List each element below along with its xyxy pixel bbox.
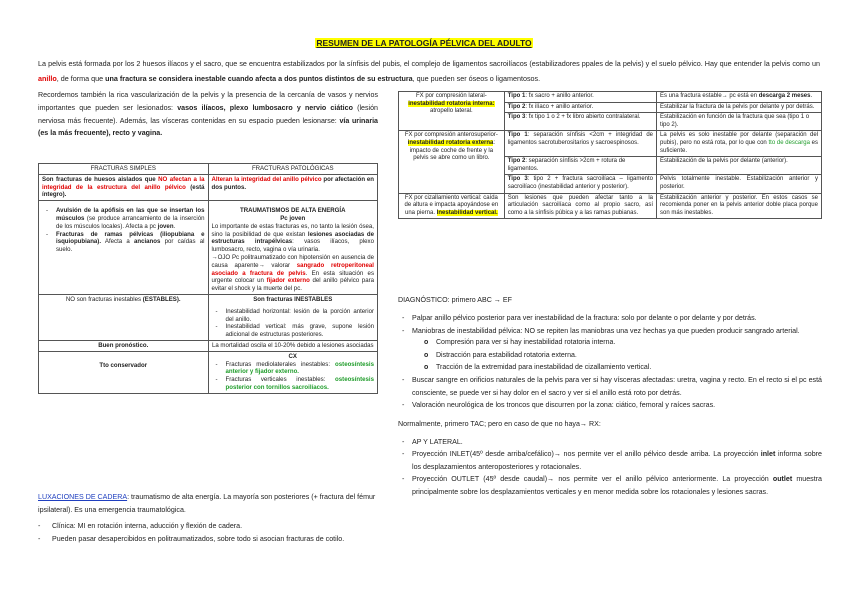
list-item: o Distracción para estabilidad rotatoria externa. bbox=[398, 350, 822, 362]
fracture-types-table bbox=[398, 91, 822, 219]
list-item: - Fracturas de ramas pélvicas (iliopubiana e isquiopubiana). Afecta a ancianos por caídas al suelo. bbox=[56, 231, 205, 254]
diagnosis-section bbox=[398, 294, 822, 498]
vascular-paragraph: Recordemos también la rica vascularización de la pelvis y la presencia de la cercanía de vasos y nervios importantes que pueden ser lesionados: vasos ilíacos, plexo lumbosacro y nervio ciático (lesión nerviosa más frecuente). Además, las vísceras contenidas en su espacio pueden lesionarse: vía urinaria (es la más frecuente), recto y vagina. bbox=[38, 91, 378, 138]
list-item: - Palpar anillo pélvico posterior para ver inestabilidad de la fractura: solo por delante o por delante y por detrás. bbox=[398, 312, 822, 324]
table-row: Tipo 2: separación sínfisis >2cm + rotura de ligamentos. Estabilización de la pelvis por delante (anterior). bbox=[399, 157, 822, 175]
imaging-intro: Normalmente, primero TAC; pero en caso de que no haya→ RX: bbox=[398, 419, 601, 428]
list-item: - Fracturas verticales inestables: osteosíntesis posterior con tornillos sacroilíacos. bbox=[226, 376, 375, 392]
list-item: o Tracción de la extremidad para inestabilidad de cizallamiento vertical. bbox=[398, 362, 822, 374]
list-item: - Pueden pasar desapercibidos en politraumatizados, sobre todo si asocian fracturas de cotilo. bbox=[38, 534, 345, 543]
table-row: - Avulsión de la apófisis en las que se insertan los músculos (se produce arrancamiento de la inserción de los músculos locales). Afecta a pc joven. - Fracturas de ramas pélvicas (iliopubiana e isquiopubiana). Afecta a ancianos por caídas al suelo. TRAUMATISMOS DE ALTA ENERGÍA Pc joven Lo importante de estas fracturas es, no tanto la lesión ósea, sino la posibilidad de que existan lesiones asociadas de estructuras intrapélvicas: vasos ilíacos, plexo lumbosacro, recto, vagina o vía urinaria. →OJO Pc politraumatizado con hipotensión en ausencia de causa aparente→ valorar sangrado retroperitoneal asociado a fractura de pelvis. En esta situación es urgente colocar un fijador externo del anillo pélvico para evitar el shock y la muerte del pc. bbox=[39, 201, 378, 295]
list-item: - Avulsión de la apófisis en las que se insertan los músculos (se produce arrancamiento de la inserción de los músculos locales). Afecta a pc joven. bbox=[56, 207, 205, 230]
list-item: - Proyección OUTLET (45º desde caudal)→ nos permite ver el anillo pélvico anteriormente. La proyección outlet muestra principalmente sobre los desplazamientos verticales y en menor medida sobre los rotacionales y lesiones sacras. bbox=[398, 473, 822, 498]
list-item: - Proyección INLET(45º desde arriba/cefálico)→ nos permite ver el anillo pélvico desde arriba. La proyección inlet informa sobre los desplazamientos anteroposteriores y rotacionales. bbox=[398, 448, 822, 473]
list-item: - Valoración neurológica de los troncos que discurren por la zona: ciático, femoral y raíces sacras. bbox=[398, 399, 822, 411]
header-pathologic: FRACTURAS PATOLÓGICAS bbox=[208, 164, 378, 175]
document-title: RESUMEN DE LA PATOLOGÍA PÉLVICA DEL ADULTO bbox=[316, 38, 532, 48]
table-header-row bbox=[39, 164, 378, 175]
table-row: FX por compresión lateral- inestabilidad rotatoria interna: atropello lateral. Tipo 1: fx sacro + anillo anterior. Es una fractura estable→ pc está en descarga 2 meses. bbox=[399, 92, 822, 103]
table-row: Tipo 3: tipo 2 + fractura sacroilíaca – ligamento sacroilíaco (inestabilidad anterior y posterior). Pelvis totalmente inestable. Estabilización anterior y posterior. bbox=[399, 175, 822, 193]
list-item: - Inestabilidad vertical: más grave, supone lesión adicional de estructuras posteriores. bbox=[226, 323, 375, 339]
list-item: - AP Y LATERAL. bbox=[398, 436, 822, 448]
table-row: Son fracturas de huesos aislados que NO afectan a la integridad de la estructura del anillo pélvico (está íntegro). Alteran la integridad del anillo pélvico por afectación en dos puntos. bbox=[39, 174, 378, 200]
table-row: Buen pronóstico. La mortalidad oscila el 10-20% debido a lesiones asociadas bbox=[39, 340, 378, 351]
fractures-comparison-table bbox=[38, 163, 378, 394]
table-row: Tto conservador CX - Fracturas mediolaterales inestables: osteosíntesis anterior y fijador externo. - Fracturas verticales inestables: osteosíntesis posterior con tornillos sacroilíacos. bbox=[39, 351, 378, 393]
table-row: FX por cizallamiento vertical: caída de altura e impacta apoyándose en una pierna. Inestabilidad vertical. Son lesiones que pueden afectar tanto a la articulación sacroilíaca como al propio sacro, así como a la sínfisis púbica y a las ramas pubianas. Estabilización anterior y posterior. En estos casos se recomienda poner en la pelvis anterior doble placa porque son más inestables. bbox=[399, 193, 822, 219]
hip-dislocation-title: LUXACIONES DE CADERA bbox=[38, 493, 128, 501]
intro-paragraph: La pelvis está formada por los 2 huesos ilíacos y el sacro, que se encuentra estabilizados por la sínfisis del pubis, el complejo de ligamentos sacroilíacos (estabilizadores ppales de la pelvis) y el suelo pélvico. Hay que entender la pelvis como un anillo, de forma que una fractura se considera inestable cuando afecta a dos puntos distintos de su estructura, que pueden ser óseos o ligamentosos. bbox=[38, 59, 820, 83]
table-row: Tipo 2: fx ilíaco + anillo anterior. Estabilizar la fractura de la pelvis por delante y por detrás. bbox=[399, 102, 822, 113]
table-row: FX por compresión anterosuperior- inestabilidad rotatoria externa: impacto de coche de frente y la pelvis se abre como un libro. Tipo 1: separación sínfisis <2cm + integridad de ligamentos sacrotuberositarios y sacroespinosos. La pelvis es solo inestable por delante (separación del pubis), pero no está rota, por lo que con tto de descarga es suficiente. bbox=[399, 131, 822, 157]
hip-dislocation-section: LUXACIONES DE CADERA: traumatismo de alta energía. La mayoría son posteriores (+ fractura del fémur ipsilateral). Es una emergencia traumatológica. - Clínica: MI en rotación interna, aducción y flexión de cadera. - Pueden pasar desapercibidos en politraumatizados, sobre todo si asocian fracturas de cotilo. bbox=[38, 491, 383, 545]
header-simple: FRACTURAS SIMPLES bbox=[39, 164, 209, 175]
diagnosis-title: DIAGNÓSTICO: primero ABC → EF bbox=[398, 296, 512, 304]
list-item: - Inestabilidad horizontal: lesión de la porción anterior del anillo. bbox=[226, 308, 375, 324]
table-row: Tipo 3: fx tipo 1 o 2 + fx libro abierto contralateral. Estabilización en función de la fractura que sea (tipo 1 o tipo 2). bbox=[399, 113, 822, 131]
list-item: - Clínica: MI en rotación interna, aducción y flexión de cadera. bbox=[38, 522, 243, 531]
list-item: - Fracturas mediolaterales inestables: osteosíntesis anterior y fijador externo. bbox=[226, 361, 375, 377]
list-item: - Maniobras de inestabilidad pélvica: NO se repiten las maniobras una vez hechas ya que pueden producir sangrado arterial. bbox=[398, 325, 822, 337]
list-item: o Compresión para ver si hay inestabilidad rotatoria interna. bbox=[398, 337, 822, 349]
table-row: NO son fracturas inestables (ESTABLES). Son fracturas INESTABLES - Inestabilidad horizontal: lesión de la porción anterior del anillo. - Inestabilidad vertical: más grave, supone lesión adicional de estructuras posteriores. bbox=[39, 294, 378, 340]
list-item: - Buscar sangre en orificios naturales de la pelvis para ver si hay vísceras afectadas: uretra, vagina y recto. En el recto si el pc está consciente, se puede ver si hay dolor en el sacro y ver si el anillo está roto por detrás. bbox=[398, 374, 822, 399]
